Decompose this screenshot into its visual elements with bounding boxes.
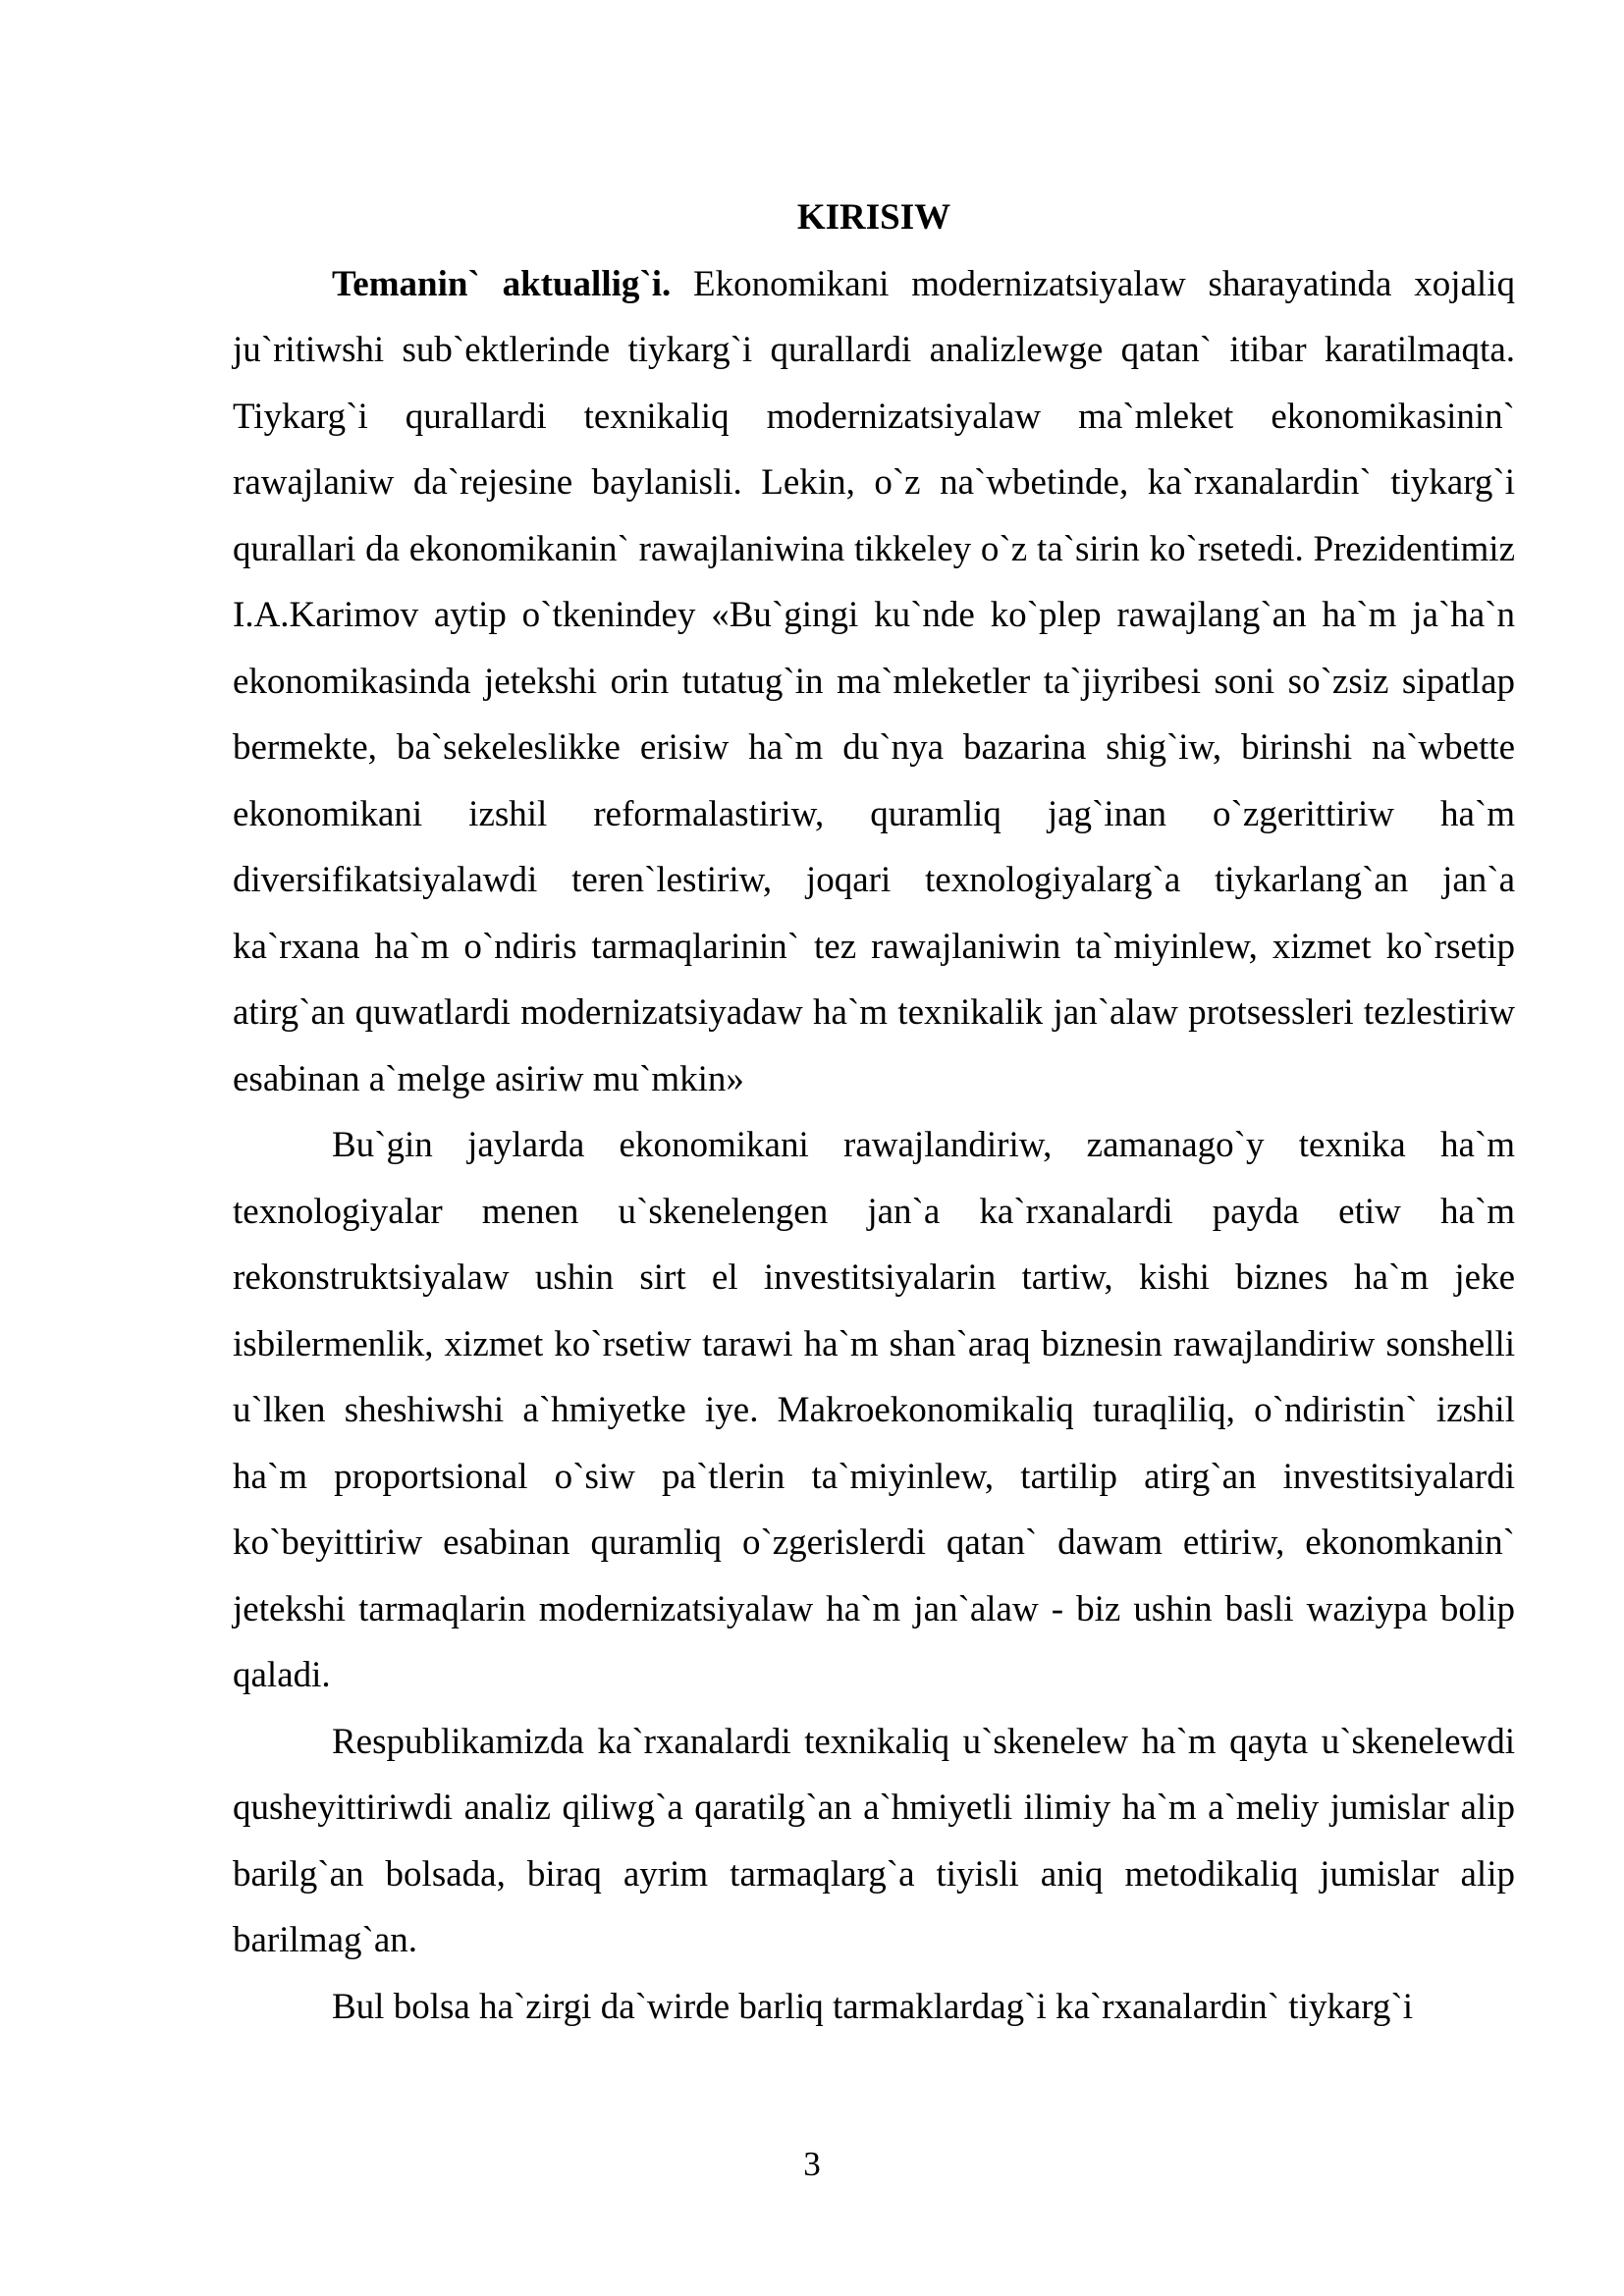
paragraph-1 [233,251,1515,1113]
paragraph-1-text: Ekonomikani modernizatsiyalaw sharayatinda xojaliq ju`ritiwshi sub`ektlerinde tiykarg`i qurallardi analizlewge qatan` itibar karatilmaqta. Tiykarg`i qurallardi texnikaliq modernizatsiyalaw ma`mleket ekonomikasinin` rawajlaniw da`rejesine baylanisli. Lekin, o`z na`wbetinde, ka`rxanalardin` tiykarg`i qurallari da ekonomikanin` rawajlaniwina tikkeley o`z ta`sirin ko`rsetedi. Prezidentimiz I.A.Karimov aytip o`tkenindey «Bu`gingi ku`nde ko`plep rawajlang`an ha`m ja`ha`n ekonomikasinda jetekshi orin tutatug`in ma`mleketler ta`jiyribesi soni so`zsiz sipatlap bermekte, ba`sekeleslikke erisiw ha`m du`nya bazarina shig`iw, birinshi na`wbette ekonomikani izshil reformalastiriw, quramliq jag`inan o`zgerittiriw ha`m diversifikatsiyalawdi teren`lestiriw, joqari texnologiyalarg`a tiykarlang`an jan`a ka`rxana ha`m o`ndiris tarmaqlarinin` tez rawajlaniwin ta`miyinlew, xizmet ko`rsetip atirg`an quwatlardi modernizatsiyadaw ha`m texnikalik jan`alaw protsessleri tezlestiriw esabinan a`melge asiriw mu`mkin» [233,263,1515,1099]
paragraph-4: Bul bolsa ha`zirgi da`wirde barliq tarmaklardag`i ka`rxanalardin` tiykarg`i [332,1986,1414,2027]
paragraph-2: Bu`gin jaylarda ekonomikani rawajlandiriw, zamanago`y texnika ha`m texnologiyalar menen u`skenelengen jan`a ka`rxanalardi payda etiw ha`m rekonstruktsiyalaw ushin sirt el investitsiyalarin tartiw, kishi biznes ha`m jeke isbilermenlik, xizmet ko`rsetiw tarawi ha`m shan`araq biznesin rawajlandiriw sonshelli u`lken sheshiwshi a`hmiyetke iye. Makroekonomikaliq turaqliliq, o`ndiristin` izshil ha`m proportsional o`siw pa`tlerin ta`miyinlew, tartilip atirg`an investitsiyalardi ko`beyittiriw esabinan quramliq o`zgerislerdi qatan` dawam ettiriw, ekonomkanin` jetekshi tarmaqlarin modernizatsiyalaw ha`m jan`alaw - biz ushin basli waziypa bolip qaladi. [233,1125,1515,1695]
paragraph-3: Respublikamizda ka`rxanalardi texnikaliq u`skenelew ha`m qayta u`skenelewdi qusheyittiriwdi analiz qiliwg`a qaratilg`an a`hmiyetli ilimiy ha`m a`meliy jumislar alip barilg`an bolsada, biraq ayrim tarmaqlarg`a tiyisli aniq metodikaliq jumislar alip barilmag`an. [233,1721,1515,1960]
page-body [233,185,1515,2040]
page-title: KIRISIW [796,197,951,238]
paragraph-lead-heading: Temanin` aktuallig`i. [332,263,672,304]
page-number: 3 [803,2145,821,2183]
